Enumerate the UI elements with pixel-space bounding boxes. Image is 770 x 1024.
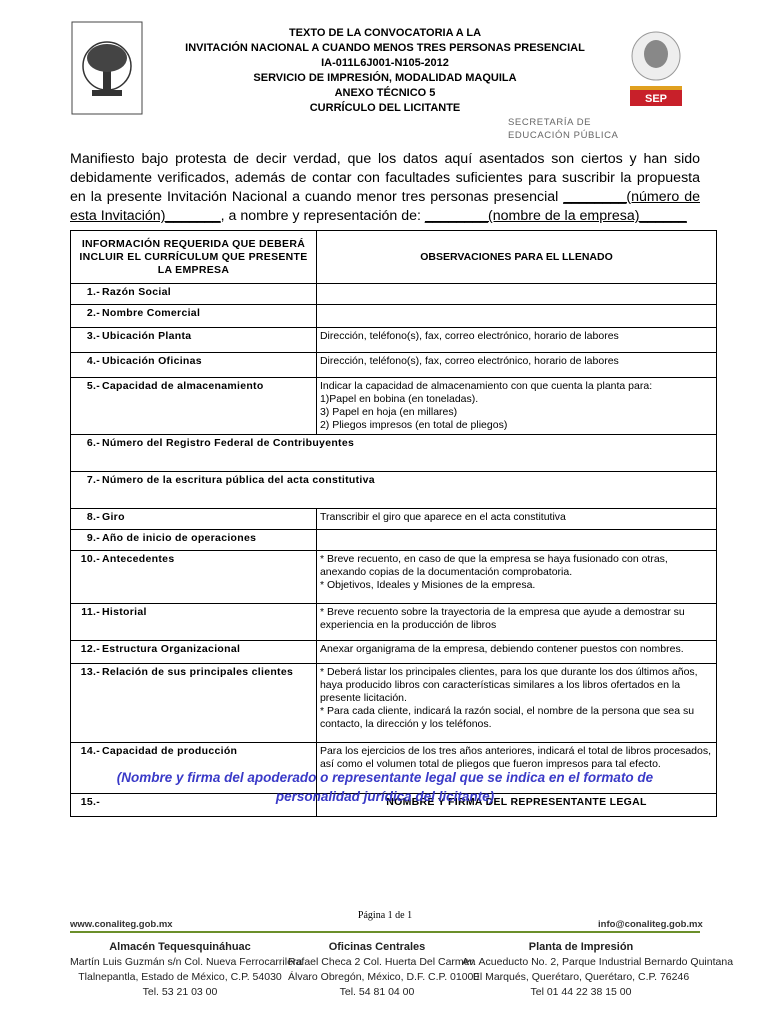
requirement-cell [71,378,317,435]
signature-note: (Nombre y firma del apoderado o representante legal que se indica en el formato de personalidad jurídica del licitante) [116,770,654,804]
document-header [150,26,620,116]
footer-phone: Tel 01 44 22 38 15 00 [530,986,632,998]
table-row [71,284,717,305]
footer-column-offices [288,940,480,1000]
table-header-row [71,231,717,284]
header-line: SERVICIO DE IMPRESIÓN, MODALIDAD MAQUILA [253,72,517,84]
row-number: 7.- [86,474,100,486]
requirement-cell [71,353,317,378]
table-row [71,664,717,743]
footer-column-plant [462,940,734,1000]
footer-address: Álvaro Obregón, México, D.F. C.P. 01000 [288,971,480,983]
requirement-label: Capacidad de producción [102,745,238,757]
website-link[interactable]: www.conaliteg.gob.mx [70,919,173,930]
header-left: INFORMACIÓN REQUERIDA QUE DEBERÁ INCLUIR EL CURRÍCULUM QUE PRESENTE LA EMPRESA [71,231,317,284]
row-number: 2.- [86,307,100,319]
requirement-label: Año de inicio de operaciones [102,532,257,544]
declaration-paragraph [70,150,700,226]
requirement-cell [71,604,317,641]
observation-cell[interactable]: Transcribir el giro que aparece en el acta constitutiva [316,509,716,530]
observation-cell[interactable]: * Breve recuento sobre la trayectoria de la empresa que ayude a demostrar su experiencia en la producción de libros [316,604,716,641]
row-number: 11.- [81,606,100,618]
table-row [71,551,717,604]
row-number: 12.- [80,643,100,655]
observation-cell[interactable] [316,305,716,328]
row-number: 14.- [80,745,100,757]
requirement-cell [71,509,317,530]
observation-cell[interactable]: * Breve recuento, en caso de que la empresa se haya fusionado con otras, anexando copias de la documentación comprobatoria. * Objetivos, Ideales y Misiones de la empresa. [316,551,716,604]
curriculum-table [70,230,717,817]
requirement-cell [71,284,317,305]
table-row [71,328,717,353]
requirement-cell [71,664,317,743]
table-row [71,353,717,378]
row-number: 1.- [86,286,100,298]
requirement-label: Historial [102,606,147,618]
requirement-cell [71,435,717,472]
row-number: 13.- [80,666,100,678]
sep-logo [624,26,688,110]
footer-divider [70,931,700,933]
requirement-label: Ubicación Oficinas [102,355,202,367]
footer-phone: Tel. 54 81 04 00 [339,986,415,998]
invitation-number-blank: ________(número de esta Invitación)_______ [70,189,700,224]
row-number: 6.- [86,437,100,449]
requirement-cell [71,641,317,664]
table-row [71,509,717,530]
observation-cell[interactable] [316,530,716,551]
footer-address: Martín Luis Guzmán s/n Col. Nueva Ferrocarrilera [70,956,303,968]
observation-cell[interactable]: Anexar organigrama de la empresa, debiendo contener puestos con nombres. [316,641,716,664]
observation-cell[interactable]: Dirección, teléfono(s), fax, correo electrónico, horario de labores [316,353,716,378]
header-line: IA-011L6J001-N105-2012 [321,57,449,69]
requirement-label: Número del Registro Federal de Contribuyentes [102,437,355,449]
footer-address: El Marqués, Querétaro, Querétaro, C.P. 76246 [472,971,690,983]
conaliteg-logo [70,20,144,116]
requirement-label: Nombre Comercial [102,307,201,319]
header-line: TEXTO DE LA CONVOCATORIA A LA [288,27,482,39]
footer-phone: Tel. 53 21 03 00 [142,986,218,998]
requirement-label: Razón Social [102,286,171,298]
requirement-cell [71,530,317,551]
secretaria-line: EDUCACIÓN PÚBLICA [508,130,619,141]
requirement-label: Capacidad de almacenamiento [102,380,264,392]
requirement-label: Giro [102,511,125,523]
table-row [71,472,717,509]
header-line: INVITACIÓN NACIONAL A CUANDO MENOS TRES PERSONAS PRESENCIAL [185,42,585,54]
sep-logo-label: SEP [644,93,668,105]
observation-cell[interactable]: Para los ejercicios de los tres años anteriores, indicará el total de libros procesados, así como el volumen total de pliegos que fueron impresos para tal efecto. [316,743,716,794]
requirement-label: Número de la escritura pública del acta constitutiva [102,474,375,486]
footer-column-title: Planta de Impresión [528,941,634,953]
requirement-label: Estructura Organizacional [102,643,241,655]
requirement-label: Antecedentes [102,553,175,565]
observation-cell[interactable]: * Deberá listar los principales clientes, para los que durante los dos últimos años, haya producido libros con características similares a los libros ofertados en la presente licitación. * Para cada cliente, indicará la razón social, el nombre de la persona que sea su contacto, la dirección y los teléfonos. [316,664,716,743]
email-link[interactable]: info@conaliteg.gob.mx [598,919,703,930]
requirement-cell [71,305,317,328]
row-number: 10.- [80,553,100,565]
row-number: 8.- [86,511,100,523]
secretaria-label [508,116,628,142]
footer-address: Tlalnepantla, Estado de México, C.P. 54030 [78,971,282,983]
footer-column-title: Oficinas Centrales [328,941,426,953]
header-line: CURRÍCULO DEL LICITANTE [309,102,461,114]
footer-column-title: Almacén Tequesquináhuac [109,941,251,953]
table-row [71,435,717,472]
header-line: ANEXO TÉCNICO 5 [334,87,436,99]
declaration-text: Manifiesto bajo protesta de decir verdad, que los datos aquí asentados son ciertos y han sido debidamente verificados, además de contar con facultades suficientes para suscribir la propuesta en la presente Invitación Nacional a cuando menor tres personas presencial [70,151,700,205]
table-row [71,378,717,435]
secretaria-line: SECRETARÍA DE [508,117,592,128]
requirement-cell [71,472,717,509]
company-name-blank: ________(nombre de la empresa)______ [424,208,687,224]
requirement-label: Ubicación Planta [102,330,192,342]
table-row [71,530,717,551]
page-number: Página 1 de 1 [357,910,413,921]
header-right: OBSERVACIONES PARA EL LLENADO [316,231,716,284]
footer-column-warehouse [70,940,303,1000]
observation-cell[interactable]: NOMBRE Y FIRMA DEL REPRESENTANTE LEGAL [316,794,716,817]
row-number: 15.- [80,796,100,808]
table-row [71,641,717,664]
requirement-cell [71,328,317,353]
footer-address: Av. Acueducto No. 2, Parque Industrial Bernardo Quintana [462,956,734,968]
declaration-text: , a nombre y representación de: [220,208,425,224]
row-number: 4.- [86,355,100,367]
row-number: 5.- [86,380,100,392]
requirement-label: Relación de sus principales clientes [102,666,294,678]
row-number: 3.- [86,330,100,342]
footer-address: Rafael Checa 2 Col. Huerta Del Carmen [288,956,476,968]
observation-cell[interactable]: Dirección, teléfono(s), fax, correo electrónico, horario de labores [316,328,716,353]
observation-cell[interactable]: Indicar la capacidad de almacenamiento con que cuenta la planta para: 1)Papel en bobina (en toneladas). 3) Papel en hoja (en millares) 2) Pliegos impresos (en total de pliegos) [316,378,716,435]
requirement-cell [71,551,317,604]
observation-cell[interactable] [316,284,716,305]
table-row [71,604,717,641]
row-number: 9.- [86,532,100,544]
table-row [71,305,717,328]
